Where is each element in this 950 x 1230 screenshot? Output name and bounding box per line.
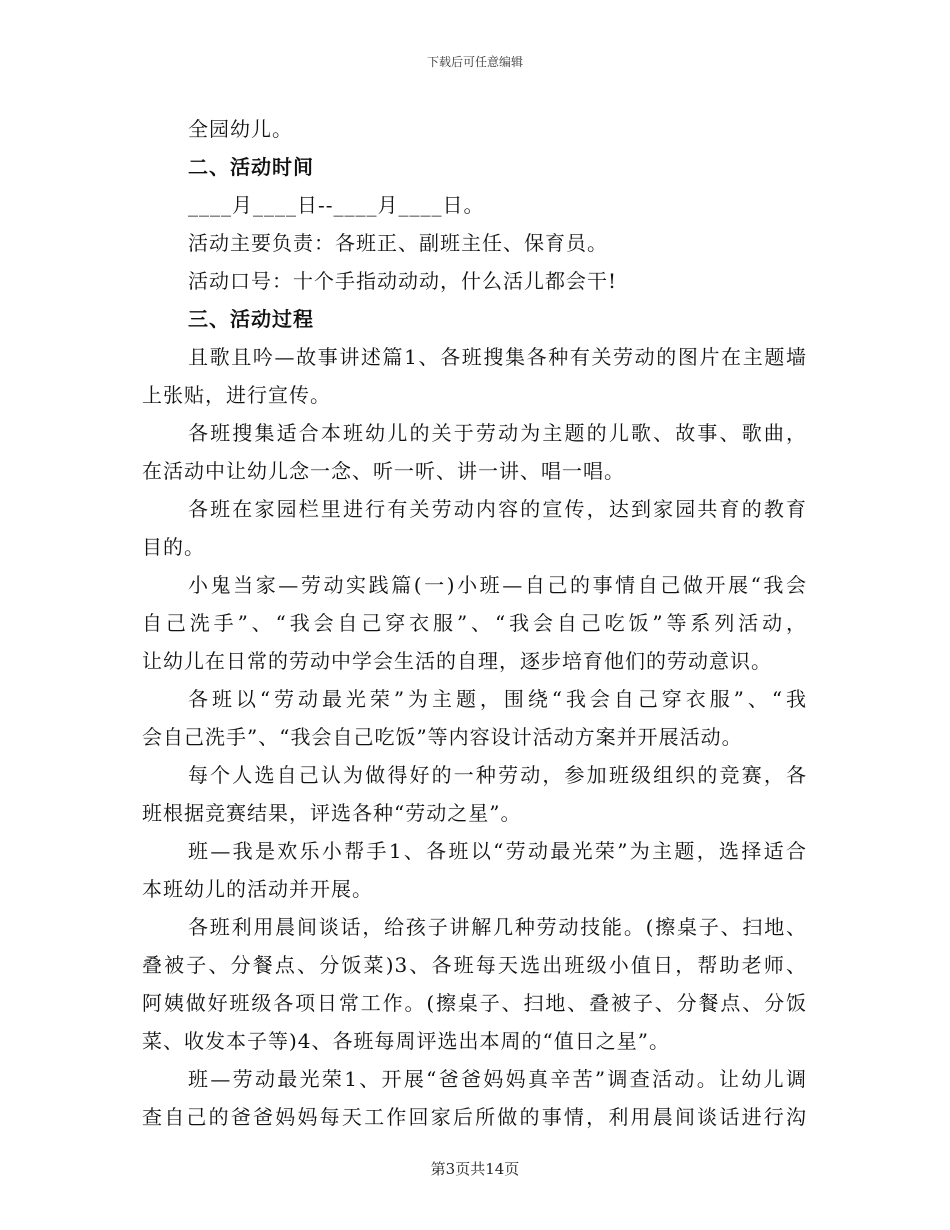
body-line: 叠被子、分餐点、分饭菜)3、各班每天选出班级小值日，帮助老师、 [142, 953, 807, 977]
body-line: 自己洗手”、“我会自己穿衣服”、“我会自己吃饭”等系列活动， [142, 611, 807, 635]
body-line: 会自己洗手”、“我会自己吃饭”等内容设计活动方案并开展活动。 [142, 725, 743, 749]
body-line: 小鬼当家—劳动实践篇(一)小班—自己的事情自己做开展“我会 [188, 573, 807, 597]
body-line: 每个人选自己认为做得好的一种劳动，参加班级组织的竞赛，各 [188, 763, 807, 787]
body-line: 让幼儿在日常的劳动中学会生活的自理，逐步培育他们的劳动意识。 [142, 649, 772, 673]
body-line: 菜、收发本子等)4、各班每周评选出本周的“值日之星”。 [142, 1029, 670, 1053]
page-footer: 第3页共14页 [430, 1160, 520, 1178]
body-line: 班—我是欢乐小帮手1、各班以“劳动最光荣”为主题，选择适合 [188, 839, 807, 863]
body-line: 查自己的爸爸妈妈每天工作回家后所做的事情，利用晨间谈话进行沟 [142, 1105, 807, 1129]
body-line: 在活动中让幼儿念一念、听一听、讲一讲、唱一唱。 [142, 459, 625, 483]
body-line: 各班搜集适合本班幼儿的关于劳动为主题的儿歌、故事、歌曲， [188, 421, 807, 445]
document-body [142, 110, 807, 1136]
body-line: 本班幼儿的活动并开展。 [142, 877, 373, 901]
body-line: 目的。 [142, 535, 205, 559]
body-line: 且歌且吟—故事讲述篇1、各班搜集各种有关劳动的图片在主题墙 [188, 345, 807, 369]
body-line: 上张贴，进行宣传。 [142, 383, 331, 407]
body-line: 各班以“劳动最光荣”为主题，围绕“我会自己穿衣服”、“我 [188, 687, 807, 711]
body-line: 活动主要负责：各班正、副班主任、保育员。 [188, 231, 608, 255]
body-line: ____月____日--____月____日。 [188, 193, 485, 217]
body-line: 班根据竞赛结果，评选各种“劳动之星”。 [142, 801, 522, 825]
body-line: 阿姨做好班级各项日常工作。(擦桌子、扫地、叠被子、分餐点、分饭 [142, 991, 807, 1015]
section-heading: 三、活动过程 [188, 307, 314, 331]
body-line: 班—劳动最光荣1、开展“爸爸妈妈真辛苦”调查活动。让幼儿调 [188, 1067, 807, 1091]
page-header: 下载后可任意编辑 [426, 55, 523, 69]
body-line: 全园幼儿。 [188, 117, 293, 141]
body-line: 各班利用晨间谈话，给孩子讲解几种劳动技能。(擦桌子、扫地、 [188, 915, 807, 939]
body-line: 活动口号：十个手指动动动，什么活儿都会干! [188, 269, 618, 293]
body-line: 各班在家园栏里进行有关劳动内容的宣传，达到家园共育的教育 [188, 497, 807, 521]
section-heading: 二、活动时间 [188, 155, 314, 179]
